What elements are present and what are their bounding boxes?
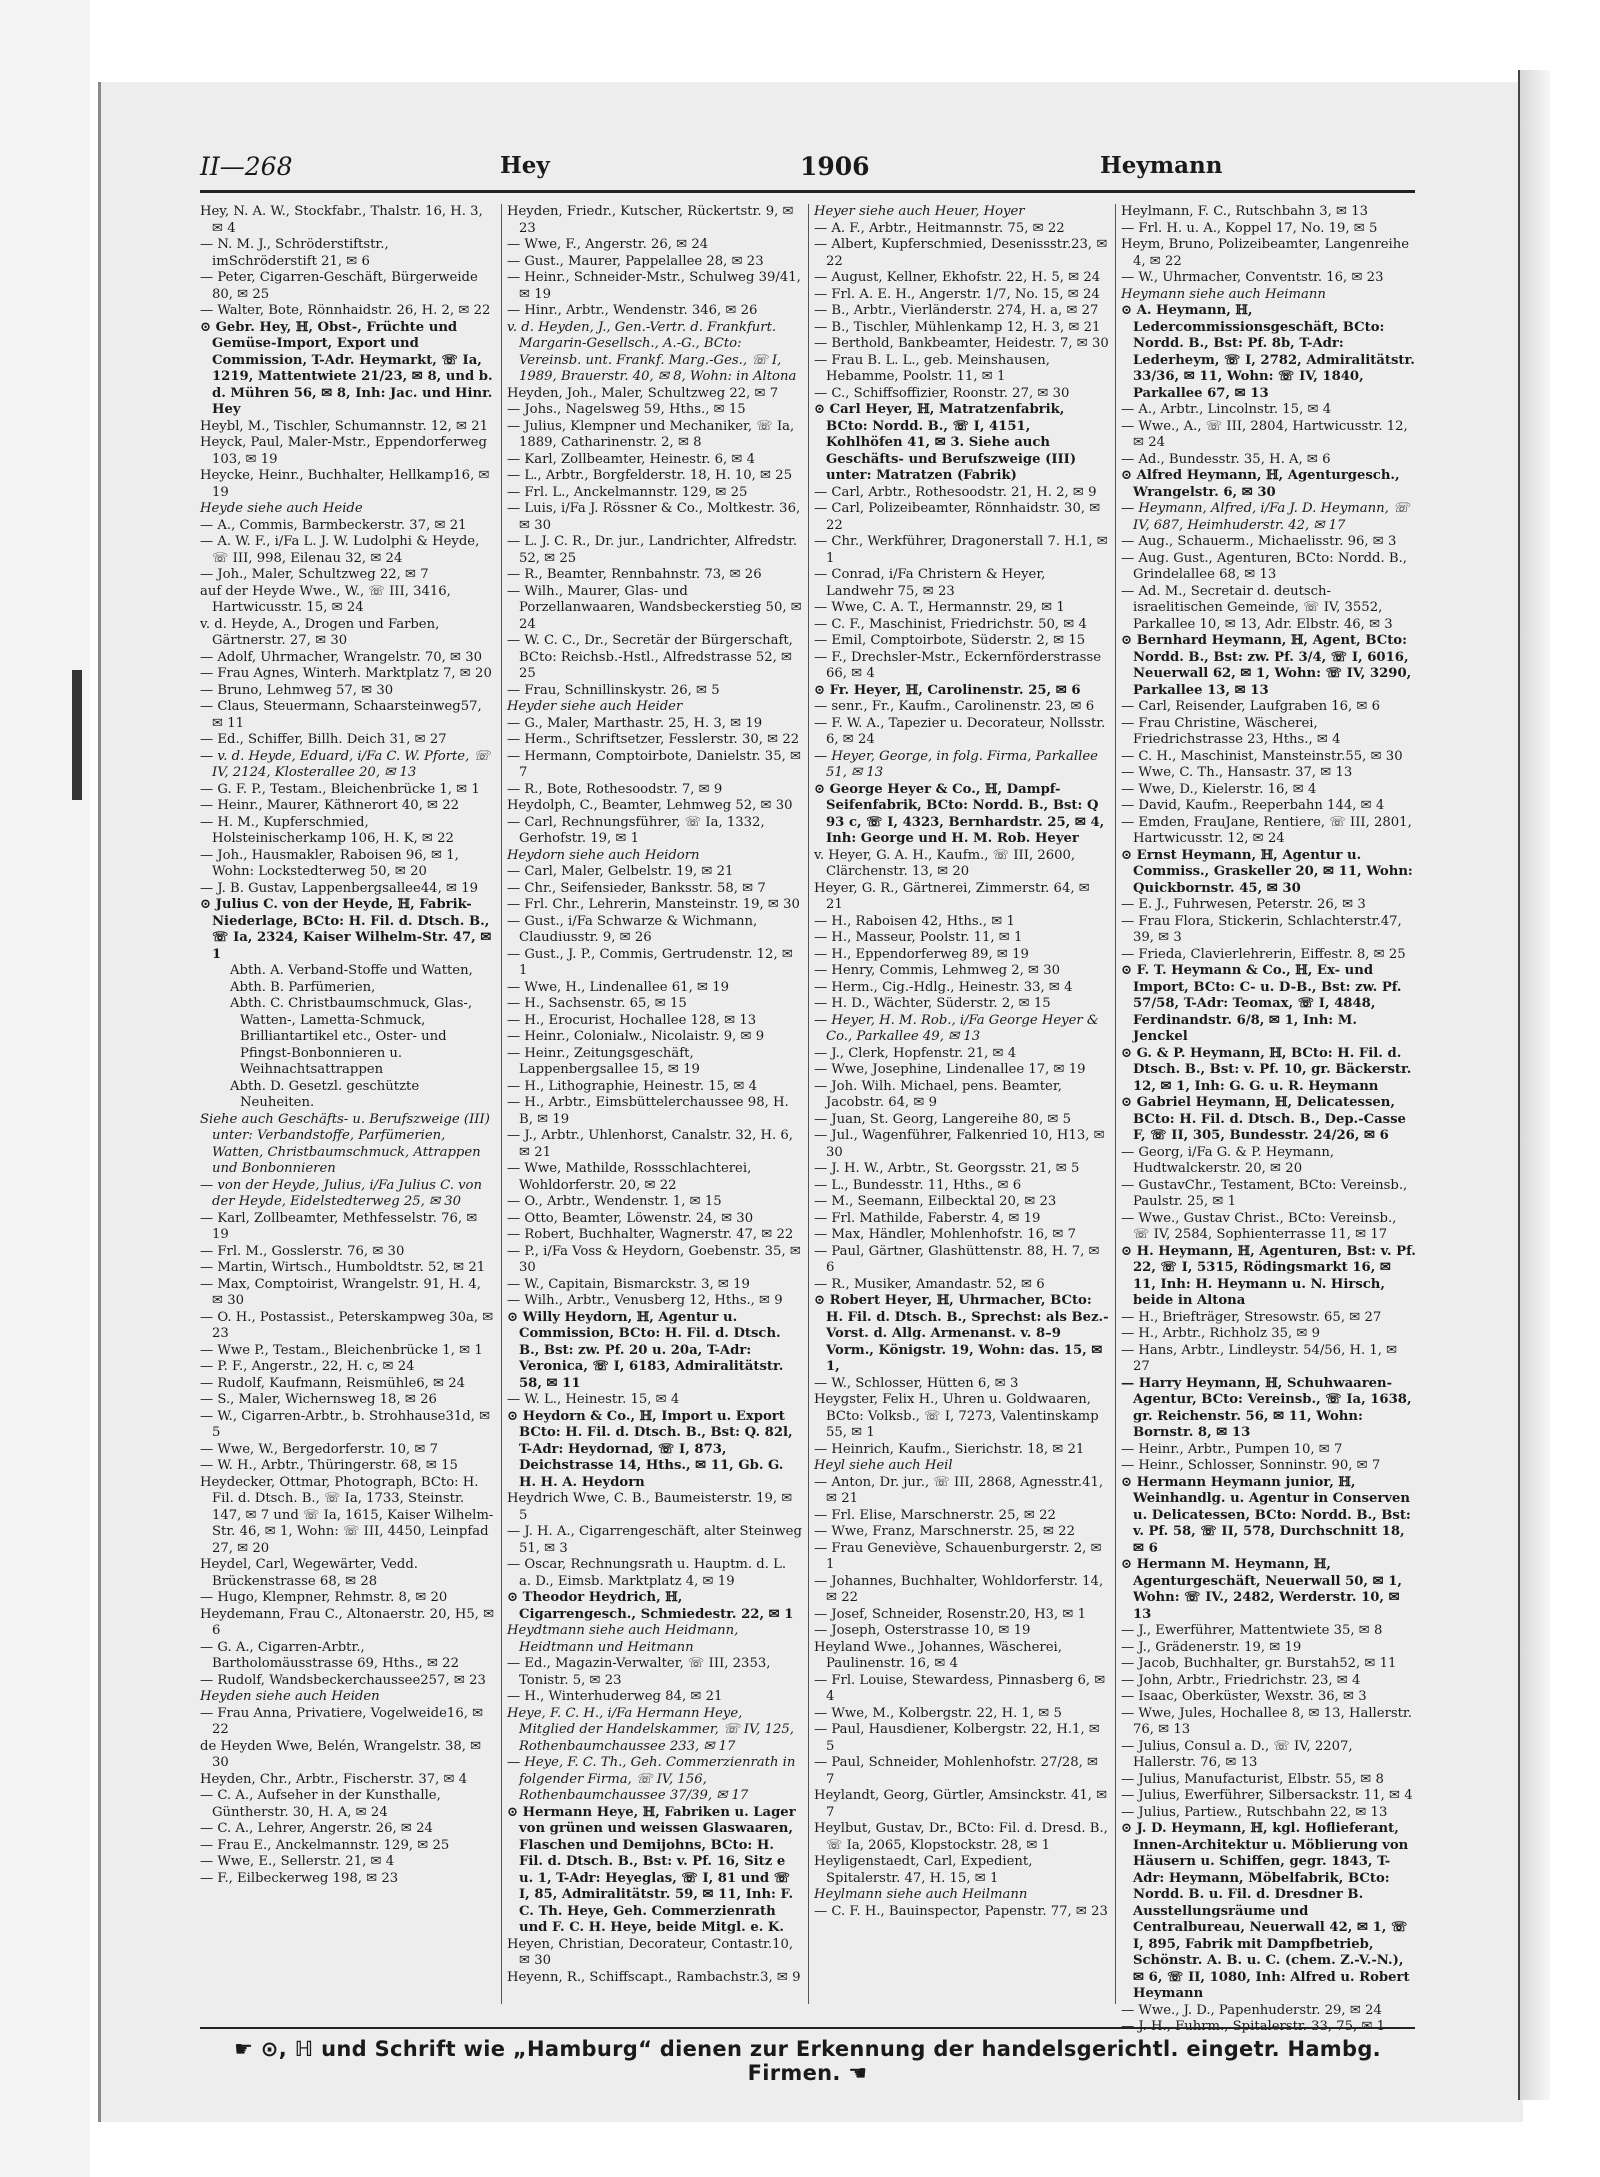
directory-entry: ⊙ Alfred Heymann, ℍ, Agenturgesch., Wrangelstr. 6, ✉ 30 <box>1121 468 1400 500</box>
directory-entry: — Max, Comptoirist, Wrangelstr. 91, H. 4, ✉ 30 <box>200 1276 481 1308</box>
directory-entry: — Frau Agnes, Winterh. Marktplatz 7, ✉ 20 <box>200 666 492 681</box>
directory-entry: — P., i/Fa Voss & Heydorn, Goebenstr. 35, ✉ 30 <box>507 1243 801 1275</box>
directory-entry: auf der Heyde Wwe., W., ☏ III, 3416, Hartwicusstr. 15, ✉ 24 <box>200 583 451 615</box>
directory-entry: — J. H. W., Arbtr., St. Georgsstr. 21, ✉ 5 <box>814 1161 1080 1176</box>
directory-entry: — Wwe, W., Bergedorferstr. 10, ✉ 7 <box>200 1441 439 1457</box>
directory-entry: — Carl, Reisender, Laufgraben 16, ✉ 6 <box>1121 699 1381 714</box>
directory-entry: — von der Heyde, Julius, i/Fa Julius C. von der Heyde, Eidelstedterweg 25, ✉ 30 <box>200 1177 482 1209</box>
directory-entry: Heylmann siehe auch Heilmann <box>814 1887 1028 1902</box>
side-labels <box>0 110 80 1260</box>
directory-entry: — Karl, Zollbeamter, Methfesselstr. 76, ✉ 19 <box>200 1210 478 1242</box>
directory-entry: — Frau Christine, Wäscherei, Friedrichstrasse 23, Hths., ✉ 4 <box>1121 715 1341 747</box>
directory-entry: — G. F. P., Testam., Bleichenbrücke 1, ✉ 1 <box>200 781 480 797</box>
directory-entry: Heydel, Carl, Wegewärter, Vedd. Brückenstrasse 68, ✉ 28 <box>200 1557 418 1589</box>
directory-entry: — M., Seemann, Eilbecktal 20, ✉ 23 <box>814 1194 1057 1209</box>
directory-entry: — H., Arbtr., Eimsbüttelerchaussee 98, H. B, ✉ 19 <box>507 1095 789 1127</box>
directory-entry: — Ad., Bundesstr. 35, H. A, ✉ 6 <box>1121 451 1331 467</box>
directory-entry: — Wwe, C. Th., Hansastr. 37, ✉ 13 <box>1121 765 1353 780</box>
directory-entry: ⊙ A. Heymann, ℍ, Ledercommissionsgeschäft, BCto: Nordd. B., Bst: Pf. 8b, T-Adr: Lederheym, ☏ I, 2782, Admiralitätstr. 33/36, ✉ 11, Wohn: ☏ IV, 1840, Parkallee 67, ✉ 13 <box>1121 303 1415 401</box>
directory-entry: — W. L., Heinestr. 15, ✉ 4 <box>507 1392 680 1407</box>
directory-entry: — v. d. Heyde, Eduard, i/Fa C. W. Pforte, ☏ IV, 2124, Klosterallee 20, ✉ 13 <box>200 748 490 780</box>
column-rule <box>808 204 809 2004</box>
directory-entry: — Wwe., A., ☏ III, 2804, Hartwicusstr. 12, ✉ 24 <box>1121 418 1408 450</box>
directory-entry: Heyl siehe auch Heil <box>814 1458 953 1473</box>
directory-entry: Heyligenstaedt, Carl, Expedient, Spitalerstr. 47, H. 15, ✉ 1 <box>814 1854 1033 1886</box>
head-first-entry: Hey <box>500 152 550 179</box>
directory-entry: — Gust., Maurer, Pappelallee 28, ✉ 23 <box>507 253 764 269</box>
directory-entry: — Heinr., Schlosser, Sonninstr. 90, ✉ 7 <box>1121 1458 1381 1473</box>
directory-entry: — Otto, Beamter, Löwenstr. 24, ✉ 30 <box>507 1210 754 1226</box>
directory-entry: ⊙ Carl Heyer, ℍ, Matratzenfabrik, BCto: Nordd. B., ☏ I, 4151, Kohlhöfen 41, ✉ 3. Siehe auch Geschäfts- und Berufszweige (III) unter: Matratzen (Fabrik) <box>814 402 1077 483</box>
directory-entry: Heyer, G. R., Gärtnerei, Zimmerstr. 64, ✉ 21 <box>814 880 1090 912</box>
directory-entry: — Julius, Manufacturist, Elbstr. 55, ✉ 8 <box>1121 1771 1384 1787</box>
directory-entry: — Chr., Werkführer, Dragonerstall 7. H.1, ✉ 1 <box>814 534 1108 566</box>
directory-entry: — Heinr., Schneider-Mstr., Schulweg 39/41, ✉ 19 <box>507 270 801 302</box>
directory-entry: — S., Maler, Wichernsweg 18, ✉ 26 <box>200 1392 437 1407</box>
directory-entry: — Julius, Partiew., Rutschbahn 22, ✉ 13 <box>1121 1804 1388 1820</box>
directory-entry: — Aug., Schauerm., Michaelisstr. 96, ✉ 3 <box>1121 534 1397 549</box>
directory-entry: Heydtmann siehe auch Heidmann, Heidtmann und Heitmann <box>507 1623 739 1655</box>
directory-entry: — W., Uhrmacher, Conventstr. 16, ✉ 23 <box>1121 270 1384 285</box>
directory-entry: — Hermann, Comptoirbote, Danielstr. 35, ✉ 7 <box>507 748 802 780</box>
directory-entry: — J., Ewerführer, Mattentwiete 35, ✉ 8 <box>1121 1623 1383 1638</box>
directory-entry: — Heymann, Alfred, i/Fa J. D. Heymann, ☏ IV, 687, Heimhuderstr. 42, ✉ 17 <box>1121 501 1410 533</box>
directory-entry: — Heinr., Arbtr., Pumpen 10, ✉ 7 <box>1121 1441 1343 1457</box>
directory-entry: — E. J., Fuhrwesen, Peterstr. 26, ✉ 3 <box>1121 897 1366 912</box>
directory-entry: — Herm., Schriftsetzer, Fesslerstr. 30, ✉ 22 <box>507 732 800 747</box>
directory-entry: — Anton, Dr. jur., ☏ III, 2868, Agnesstr.41, ✉ 21 <box>814 1474 1104 1506</box>
directory-entry: — Heinrich, Kaufm., Sierichstr. 18, ✉ 21 <box>814 1441 1085 1457</box>
directory-entry: — Heinr., Colonialw., Nicolaistr. 9, ✉ 9 <box>507 1029 765 1044</box>
directory-entry: Heyden, Friedr., Kutscher, Rückertstr. 9, ✉ 23 <box>507 204 794 236</box>
directory-entry: — Luis, i/Fa J. Rössner & Co., Moltkestr. 36, ✉ 30 <box>507 501 801 533</box>
directory-entry: — Heyer, H. M. Rob., i/Fa George Heyer & Co., Parkallee 49, ✉ 13 <box>814 1012 1099 1044</box>
directory-entry: — W., Schlosser, Hütten 6, ✉ 3 <box>814 1375 1019 1391</box>
directory-entry: — John, Arbtr., Friedrichstr. 23, ✉ 4 <box>1121 1672 1361 1688</box>
directory-entry: — Joh., Maler, Schultzweg 22, ✉ 7 <box>200 567 429 582</box>
directory-entry: — Frieda, Clavierlehrerin, Eiffestr. 8, ✉ 25 <box>1121 946 1406 962</box>
directory-entry: — Frl. H. u. A., Koppel 17, No. 19, ✉ 5 <box>1121 220 1378 236</box>
directory-entry: ⊙ Robert Heyer, ℍ, Uhrmacher, BCto: H. Fil. d. Dtsch. B., Sprechst: als Bez.-Vorst. d. Allg. Armenanst. v. 8–9 Vorm., Königstr. 19, Wohn: das. 15, ✉ 1, <box>814 1293 1109 1374</box>
directory-entry: — J., Grädenerstr. 19, ✉ 19 <box>1121 1639 1302 1655</box>
directory-entry: — F. W. A., Tapezier u. Decorateur, Nollsstr. 6, ✉ 24 <box>814 715 1106 747</box>
directory-entry: — J. H., Fuhrm., Spitalerstr. 33, 75, ✉ 1 <box>1121 2019 1386 2034</box>
directory-entry: ⊙ Willy Heydorn, ℍ, Agentur u. Commission, BCto: H. Fil. d. Dtsch. B., Bst: zw. Pf. 20 u. 20a, T-Adr: Veronica, ☏ I, 6183, Admiralitätstr. 58, ✉ 11 <box>507 1309 784 1391</box>
directory-entry: de Heyden Wwe, Belén, Wrangelstr. 38, ✉ 30 <box>200 1738 482 1770</box>
directory-entry: — W. C. C., Dr., Secretär der Bürgerschaft, BCto: Reichsb.-Hstl., Alfredstrasse 52, ✉ 25 <box>507 633 793 681</box>
directory-entry: — Paul, Schneider, Mohlenhofstr. 27/28, ✉ 7 <box>814 1755 1099 1787</box>
label-divider <box>72 670 82 800</box>
directory-entry: — N. M. J., Schröderstiftstr., imSchröderstift 21, ✉ 6 <box>200 237 389 269</box>
directory-entry: — Ad. M., Secretair d. deutsch-israelitischen Gemeinde, ☏ IV, 3552, Parkallee 10, ✉ 13, Adr. Elbstr. 46, ✉ 3 <box>1121 583 1393 632</box>
directory-entry: — F., Eilbeckerweg 198, ✉ 23 <box>200 1870 399 1886</box>
directory-entry: Heyder siehe auch Heider <box>507 699 683 714</box>
directory-entry: Heycke, Heinr., Buchhalter, Hellkamp16, ✉ 19 <box>200 468 490 500</box>
directory-entry: — Walter, Bote, Rönnhaidstr. 26, H. 2, ✉ 22 <box>200 303 491 318</box>
directory-entry: — Gust., i/Fa Schwarze & Wichmann, Claudiusstr. 9, ✉ 26 <box>507 913 758 945</box>
directory-entry: — Joh. Wilh. Michael, pens. Beamter, Jacobstr. 64, ✉ 9 <box>814 1078 1062 1110</box>
directory-entry: — Wwe., Gustav Christ., BCto: Vereinsb., ☏ IV, 2584, Sophienterrasse 11, ✉ 17 <box>1121 1210 1397 1242</box>
directory-entry: — Berthold, Bankbeamter, Heidestr. 7, ✉ 30 <box>814 336 1109 351</box>
directory-entry: ⊙ Gabriel Heymann, ℍ, Delicatessen, BCto: H. Fil. d. Dtsch. B., Dep.-Casse F, ☏ II, 305, Bundesstr. 24/26, ✉ 6 <box>1121 1095 1406 1143</box>
directory-entry: — Frau, Schnillinskystr. 26, ✉ 5 <box>507 682 720 698</box>
directory-entry: — C. A., Aufseher in der Kunsthalle, Güntherstr. 30, H. A, ✉ 24 <box>200 1788 441 1820</box>
directory-entry: — Gust., J. P., Commis, Gertrudenstr. 12, ✉ 1 <box>507 946 793 978</box>
directory-entry: — H., Raboisen 42, Hths., ✉ 1 <box>814 913 1015 929</box>
directory-entry: — L., Arbtr., Borgfelderstr. 18, H. 10, ✉ 25 <box>507 468 793 483</box>
directory-entry: — C. H., Maschinist, Mansteinstr.55, ✉ 30 <box>1121 748 1403 764</box>
directory-entry: Heyck, Paul, Maler-Mstr., Eppendorferweg 103, ✉ 19 <box>200 435 487 467</box>
directory-entry: — H., Erocurist, Hochallee 128, ✉ 13 <box>507 1012 757 1028</box>
directory-entry: ⊙ Hermann M. Heymann, ℍ, Agenturgeschäft, Neuerwall 50, ✉ 1, Wohn: ☏ IV., 2482, Werderstr. 10, ✉ 13 <box>1121 1557 1403 1622</box>
directory-entry: Heybl, M., Tischler, Schumannstr. 12, ✉ 21 <box>200 418 489 434</box>
directory-entry: Heygster, Felix H., Uhren u. Goldwaaren, BCto: Volksb., ☏ I, 7273, Valentinskamp 55, ✉ 1 <box>814 1392 1099 1440</box>
directory-entry: — R., Musiker, Amandastr. 52, ✉ 6 <box>814 1276 1045 1292</box>
directory-entry: — Wwe., J. D., Papenhuderstr. 29, ✉ 24 <box>1121 2002 1382 2018</box>
directory-entry: — Karl, Zollbeamter, Heinestr. 6, ✉ 4 <box>507 451 756 467</box>
directory-entry: — L., Bundesstr. 11, Hths., ✉ 6 <box>814 1177 1022 1193</box>
directory-entry: — Henry, Commis, Lehmweg 2, ✉ 30 <box>814 963 1061 978</box>
directory-entry: Abth. C. Christbaumschmuck, Glas-, Watten-, Lametta-Schmuck, Brilliantartikel etc., Oster- und Pfingst-Bonbonnieren u. Weihnachtsattrappen <box>230 996 473 1077</box>
directory-entry: — Jul., Wagenführer, Falkenried 10, H13, ✉ 30 <box>814 1128 1105 1160</box>
directory-entry: — Paul, Gärtner, Glashüttenstr. 88, H. 7, ✉ 6 <box>814 1243 1100 1275</box>
directory-entry: — Claus, Steuermann, Schaarsteinweg57, ✉ 11 <box>200 699 482 731</box>
directory-entry: — Peter, Cigarren-Geschäft, Bürgerweide 80, ✉ 25 <box>200 270 478 302</box>
directory-entry: ⊙ Hermann Heymann junior, ℍ, Weinhandlg. u. Agentur in Conserven u. Delicatessen, BCto: Nordd. B., Bst: v. Pf. 58, ☏ II, 578, Durchschnitt 18, ✉ 6 <box>1121 1474 1411 1556</box>
directory-entry: — H. D., Wächter, Süderstr. 2, ✉ 15 <box>814 996 1051 1011</box>
directory-entry: — Max, Händler, Mohlenhofstr. 16, ✉ 7 <box>814 1227 1076 1242</box>
directory-entry: — C. A., Lehrer, Angerstr. 26, ✉ 24 <box>200 1821 433 1836</box>
directory-entry: — Carl, Arbtr., Rothesoodstr. 21, H. 2, ✉ 9 <box>814 484 1097 500</box>
directory-entry: — G., Maler, Marthastr. 25, H. 3, ✉ 19 <box>507 715 763 731</box>
directory-entry: — senr., Fr., Kaufm., Carolinenstr. 23, ✉ 6 <box>814 699 1095 714</box>
directory-entry: — Heye, F. C. Th., Geh. Commerzienrath in folgender Firma, ☏ IV, 156, Rothenbaumchaussee 37/39, ✉ 17 <box>507 1755 796 1803</box>
directory-entry: — A., Commis, Barmbeckerstr. 37, ✉ 21 <box>200 517 467 533</box>
directory-entry: Heyer siehe auch Heuer, Hoyer <box>814 204 1025 219</box>
directory-entry: Heydolph, C., Beamter, Lehmweg 52, ✉ 30 <box>507 798 793 813</box>
column-rule <box>501 204 502 2004</box>
directory-entry: — Wwe, Mathilde, Rossschlachterei, Wohldorferstr. 20, ✉ 22 <box>507 1161 752 1193</box>
directory-entry: Heylandt, Georg, Gürtler, Amsinckstr. 41, ✉ 7 <box>814 1788 1108 1820</box>
head-rule <box>200 190 1415 193</box>
directory-entry: Hey, N. A. W., Stockfabr., Thalstr. 16, H. 3, ✉ 4 <box>200 204 483 236</box>
directory-entry: — Julius, Klempner und Mechaniker, ☏ Ia, 1889, Catharinenstr. 2, ✉ 8 <box>507 418 795 450</box>
column-1 <box>200 204 495 2004</box>
directory-entry: — Heyer, George, in folg. Firma, Parkallee 51, ✉ 13 <box>814 748 1098 780</box>
directory-entry: — Frl. Elise, Marschnerstr. 25, ✉ 22 <box>814 1507 1056 1523</box>
directory-entry: — Frl. L., Anckelmannstr. 129, ✉ 25 <box>507 484 748 500</box>
directory-entry: ⊙ Hermann Heye, ℍ, Fabriken u. Lager von grünen und weissen Glaswaaren, Flaschen und Demijohns, BCto: H. Fil. d. Dtsch. B., Bst: v. Pf. 16, Sitz e u. 1, T-Adr: Heyeglas, ☏ I, 81 und ☏ I, 85, Admiralitätstr. 59, ✉ 11, Inh: F. C. Th. Heye, Geh. Commerzienrath und F. C. H. Heye, beide Mitgl. e. K. <box>507 1804 796 1935</box>
directory-entry: Heymann siehe auch Heimann <box>1121 286 1326 302</box>
directory-entry: — Aug. Gust., Agenturen, BCto: Nordd. B., Grindelallee 68, ✉ 13 <box>1121 550 1407 582</box>
directory-entry: — Frl. M., Gosslerstr. 76, ✉ 30 <box>200 1243 405 1259</box>
directory-entry: Heyden, Joh., Maler, Schultzweg 22, ✉ 7 <box>507 385 779 401</box>
directory-entry: — H., Winterhuderweg 84, ✉ 21 <box>507 1689 723 1704</box>
directory-entry: — H., Masseur, Poolstr. 11, ✉ 1 <box>814 930 1023 945</box>
directory-entry: — Conrad, i/Fa Christern & Heyer, Landwehr 75, ✉ 23 <box>814 567 1046 599</box>
directory-entry: — Rudolf, Wandsbeckerchaussee257, ✉ 23 <box>200 1672 486 1688</box>
directory-entry: Heyenn, R., Schiffscapt., Rambachstr.3, ✉ 9 <box>507 1969 801 1985</box>
directory-entry: — Carl, Rechnungsführer, ☏ Ia, 1332, Gerhofstr. 19, ✉ 1 <box>507 814 765 846</box>
directory-entry: — Carl, Maler, Gelbelstr. 19, ✉ 21 <box>507 864 734 879</box>
directory-entry: ⊙ F. T. Heymann & Co., ℍ, Ex- und Import, BCto: C- u. D-B., Bst: zw. Pf. 57/58, T-Adr: Teomax, ☏ I, 4848, Ferdinandstr. 6/8, ✉ 1, Inh: M. Jenckel <box>1121 963 1402 1044</box>
directory-entry: — Heinr., Maurer, Käthnerort 40, ✉ 22 <box>200 798 460 813</box>
head-year: 1906 <box>800 152 870 181</box>
directory-entry: — Heinr., Zeitungsgeschäft, Lappenbergsallee 15, ✉ 19 <box>507 1045 700 1077</box>
directory-entry: Heyland Wwe., Johannes, Wäscherei, Paulinenstr. 16, ✉ 4 <box>814 1639 1062 1671</box>
directory-entry: — Hinr., Arbtr., Wendenstr. 346, ✉ 26 <box>507 303 758 318</box>
directory-entry: — J. B. Gustav, Lappenbergsallee44, ✉ 19 <box>200 880 478 896</box>
directory-entry: — Johannes, Buchhalter, Wohldorferstr. 14, ✉ 22 <box>814 1573 1104 1605</box>
directory-entry: — Georg, i/Fa G. & P. Heymann, Hudtwalckerstr. 20, ✉ 20 <box>1121 1144 1335 1176</box>
directory-entry: — Julius, Consul a. D., ☏ IV, 2207, Hallerstr. 76, ✉ 13 <box>1121 1738 1353 1770</box>
directory-entry: — GustavChr., Testament, BCto: Vereinsb., Paulstr. 25, ✉ 1 <box>1121 1177 1408 1209</box>
directory-entry: ⊙ Julius C. von der Heyde, ℍ, Fabrik-Niederlage, BCto: H. Fil. d. Dtsch. B., ☏ Ia, 2324, Kaiser Wilhelm-Str. 47, ✉ 1 <box>200 897 492 962</box>
directory-entry: — Wwe, M., Kolbergstr. 22, H. 1, ✉ 5 <box>814 1705 1062 1721</box>
directory-entry: ⊙ George Heyer & Co., ℍ, Dampf-Seifenfabrik, BCto: Nordd. B., Bst: Q 93 c, ☏ I, 4323, Bernhardstr. 25, ✉ 4, Inh: George und H. M. Rob. Heyer <box>814 781 1105 846</box>
directory-entry: — L. J. C. R., Dr. jur., Landrichter, Alfredstr. 52, ✉ 25 <box>507 534 798 566</box>
directory-entry: Heydorn siehe auch Heidorn <box>507 847 700 863</box>
directory-entry: — Wwe, Josephine, Lindenallee 17, ✉ 19 <box>814 1062 1086 1077</box>
directory-entry: — Emden, FrauJane, Rentiere, ☏ III, 2801, Hartwicusstr. 12, ✉ 24 <box>1121 814 1412 846</box>
directory-entry: — Albert, Kupferschmied, Desenissstr.23, ✉ 22 <box>814 237 1108 269</box>
directory-entry: — P. F., Angerstr., 22, H. c, ✉ 24 <box>200 1359 415 1374</box>
directory-entry: Heydrich Wwe, C. B., Baumeisterstr. 19, ✉ 5 <box>507 1491 793 1523</box>
directory-entry: v. d. Heyde, A., Drogen und Farben, Gärtnerstr. 27, ✉ 30 <box>200 616 440 648</box>
running-head <box>200 152 1410 192</box>
directory-entry: — C. F. H., Bauinspector, Papenstr. 77, ✉ 23 <box>814 1903 1108 1919</box>
directory-entry: — B., Tischler, Mühlenkamp 12, H. 3, ✉ 21 <box>814 319 1101 335</box>
directory-entry: — Frau Geneviève, Schauenburgerstr. 2, ✉ 1 <box>814 1540 1102 1572</box>
directory-entry: Heyde siehe auch Heide <box>200 501 363 516</box>
directory-entry: ⊙ Ernst Heymann, ℍ, Agentur u. Commiss., Graskeller 20, ✉ 11, Wohn: Quickbornstr. 45, ✉ 30 <box>1121 847 1413 896</box>
directory-entry: — O. H., Postassist., Peterskampweg 30a, ✉ 23 <box>200 1309 494 1341</box>
directory-entry: — Emil, Comptoirbote, Süderstr. 2, ✉ 15 <box>814 633 1086 648</box>
directory-entry: ⊙ Gebr. Hey, ℍ, Obst-, Früchte und Gemüse-Import, Export und Commission, T-Adr. Heymarkt, ☏ Ia, 1219, Mattentwiete 21/23, ✉ 8, und b. d. Mühren 56, ✉ 8, Inh: Jac. und Hinr. Hey <box>200 319 493 417</box>
directory-entry: — W., Cigarren-Arbtr., b. Strohhause31d, ✉ 5 <box>200 1408 491 1440</box>
head-last-entry: Heymann <box>1100 152 1223 179</box>
directory-entry: v. d. Heyden, J., Gen.-Vertr. d. Frankfurt. Margarin-Gesellsch., A.-G., BCto: Vereinsb. unt. Frankf. Marg.-Ges., ☏ I, 1989, Brauerstr. 40, ✉ 8, Wohn: in Altona <box>507 319 797 384</box>
directory-entry: — Adolf, Uhrmacher, Wrangelstr. 70, ✉ 30 <box>200 649 483 665</box>
directory-entry: Heylbut, Gustav, Dr., BCto: Fil. d. Dresd. B., ☏ Ia, 2065, Klopstockstr. 28, ✉ 1 <box>814 1821 1108 1853</box>
directory-entry: Heydemann, Frau C., Altonaerstr. 20, H5, ✉ 6 <box>200 1606 495 1638</box>
directory-entry: — Frau Flora, Stickerin, Schlachterstr.47, 39, ✉ 3 <box>1121 913 1402 945</box>
directory-entry: — J. H. A., Cigarrengeschäft, alter Steinweg 51, ✉ 3 <box>507 1524 802 1556</box>
directory-entry: — Ed., Magazin-Verwalter, ☏ III, 2353, Tonistr. 5, ✉ 23 <box>507 1656 771 1688</box>
directory-entry: — Chr., Seifensieder, Banksstr. 58, ✉ 7 <box>507 880 766 896</box>
directory-entry: Heye, F. C. H., i/Fa Hermann Heye, Mitglied der Handelskammer, ☏ IV, 125, Rothenbaumchaussee 233, ✉ 17 <box>507 1705 794 1754</box>
directory-entry: — F., Drechsler-Mstr., Eckernförderstrasse 66, ✉ 4 <box>814 649 1102 681</box>
directory-entry: — O., Arbtr., Wendenstr. 1, ✉ 15 <box>507 1194 722 1209</box>
directory-entry: — B., Arbtr., Vierländerstr. 274, H. a, ✉ 27 <box>814 303 1099 318</box>
directory-entry: Heym, Bruno, Polizeibeamter, Langenreihe 4, ✉ 22 <box>1121 237 1410 269</box>
directory-entry: — Carl, Polizeibeamter, Rönnhaidstr. 30, ✉ 22 <box>814 501 1101 533</box>
directory-entry: ⊙ J. D. Heymann, ℍ, kgl. Hoflieferant, Innen-Architektur u. Möblierung von Häusern u. Schiffen, gegr. 1843, T-Adr: Heymann, Möbelfabrik, BCto: Nordd. B. u. Fil. d. Dresdner B. Ausstellungsräume und Centralbureau, Neuerwall 42, ✉ 1, ☏ I, 895, Fabrik mit Dampfbetrieb, Schönstr. A. B. u. C. (chem. Z.-V.-N.), ✉ 6, ☏ II, 1080, Inh: Alfred u. Robert Heymann <box>1121 1821 1410 2001</box>
directory-entry: — Frau E., Anckelmannstr. 129, ✉ 25 <box>200 1837 450 1853</box>
directory-entry: — Wwe P., Testam., Bleichenbrücke 1, ✉ 1 <box>200 1342 483 1358</box>
directory-entry: — Josef, Schneider, Rosenstr.20, H3, ✉ 1 <box>814 1606 1087 1622</box>
directory-entry: — Robert, Buchhalter, Wagnerstr. 47, ✉ 22 <box>507 1227 794 1242</box>
directory-entry: — A. W. F., i/Fa L. J. W. Ludolphi & Heyde, ☏ III, 998, Eilenau 32, ✉ 24 <box>200 534 480 566</box>
directory-entry: — Bruno, Lehmweg 57, ✉ 30 <box>200 682 394 698</box>
directory-entry: — C., Schiffsoffizier, Roonstr. 27, ✉ 30 <box>814 385 1070 401</box>
directory-entry: — R., Bote, Rothesoodstr. 7, ✉ 9 <box>507 781 723 797</box>
directory-entry: — Hugo, Klempner, Rehmstr. 8, ✉ 20 <box>200 1590 448 1605</box>
directory-entry: Abth. B. Parfümerien, <box>230 979 376 995</box>
column-2 <box>507 204 802 2004</box>
directory-entry: ⊙ Heydorn & Co., ℍ, Import u. Export BCto: H. Fil. d. Dtsch. B., Bst: Q. 82l, T-Adr: Heydornad, ☏ I, 873, Deichstrasse 14, Hths., ✉ 11, Gb. G. H. H. A. Heydorn <box>507 1408 793 1490</box>
directory-entry: — Joh., Hausmakler, Raboisen 96, ✉ 1, Wohn: Lockstedterweg 50, ✉ 20 <box>200 847 459 879</box>
directory-entry: — H. M., Kupferschmied, Holsteinischerkamp 106, H. K, ✉ 22 <box>200 814 454 846</box>
directory-entry: — A., Arbtr., Lincolnstr. 15, ✉ 4 <box>1121 402 1332 417</box>
directory-entry: — Rudolf, Kaufmann, Reismühle6, ✉ 24 <box>200 1375 466 1391</box>
directory-entry: — August, Kellner, Ekhofstr. 22, H. 5, ✉ 24 <box>814 270 1101 285</box>
directory-entry: — Frl. Chr., Lehrerin, Mansteinstr. 19, ✉ 30 <box>507 897 800 912</box>
directory-entry: — Wwe, F., Angerstr. 26, ✉ 24 <box>507 237 709 252</box>
directory-entry: Siehe auch Geschäfts- u. Berufszweige (III) unter: Verbandstoffe, Parfümerien, Watten, Christbaumschmuck, Attrappen und Bonbonnieren <box>200 1111 490 1176</box>
page-number: II—268 <box>200 152 293 181</box>
directory-entry: ⊙ G. & P. Heymann, ℍ, BCto: H. Fil. d. Dtsch. B., Bst: v. Pf. 10, gr. Bäckerstr. 12, ✉ 1, Inh: G. G. u. R. Heymann <box>1121 1045 1412 1094</box>
directory-entry: Heylmann, F. C., Rutschbahn 3, ✉ 13 <box>1121 204 1369 219</box>
directory-entry: — Wilh., Maurer, Glas- und Porzellanwaaren, Wandsbeckerstieg 50, ✉ 24 <box>507 583 802 632</box>
directory-entry: — A. F., Arbtr., Heitmannstr. 75, ✉ 22 <box>814 220 1065 236</box>
directory-entry: — Ed., Schiffer, Billh. Deich 31, ✉ 27 <box>200 732 447 747</box>
directory-entry: — Frau Anna, Privatiere, Vogelweide16, ✉ 22 <box>200 1705 484 1737</box>
directory-entry: ⊙ Bernhard Heymann, ℍ, Agent, BCto: Nordd. B., Bst: zw. Pf. 3/4, ☏ I, 6016, Neuerwall 62, ✉ 1, Wohn: ☏ IV, 3290, Parkallee 13, ✉ 13 <box>1121 633 1412 698</box>
directory-entry: — W., Capitain, Bismarckstr. 3, ✉ 19 <box>507 1276 750 1292</box>
directory-entry: Abth. D. Gesetzl. geschützte Neuheiten. <box>230 1078 420 1110</box>
column-4 <box>1121 204 1416 2034</box>
directory-entry: — H., Arbtr., Richholz 35, ✉ 9 <box>1121 1326 1321 1341</box>
directory-entry: — C. F., Maschinist, Friedrichstr. 50, ✉ 4 <box>814 616 1087 632</box>
footer-note: ☛ ⊙, ℍ und Schrift wie „Hamburg“ dienen zur Erkennung der handelsgerichtl. eingetr. Hambg. Firmen. ☚ <box>234 2037 1381 2085</box>
directory-entry: — Martin, Wirtsch., Humboldtstr. 52, ✉ 21 <box>200 1260 486 1275</box>
directory-entry: — Paul, Hausdiener, Kolbergstr. 22, H.1, ✉ 5 <box>814 1722 1100 1754</box>
directory-entry: v. Heyer, G. A. H., Kaufm., ☏ III, 2600, Clärchenstr. 13, ✉ 20 <box>814 847 1076 879</box>
directory-entry: — David, Kaufm., Reeperbahn 144, ✉ 4 <box>1121 798 1385 813</box>
directory-entry: — Wwe, Jules, Hochallee 8, ✉ 13, Hallerstr. 76, ✉ 13 <box>1121 1705 1412 1737</box>
directory-entry: — Isaac, Oberküster, Wexstr. 36, ✉ 3 <box>1121 1689 1367 1704</box>
directory-entry: — G. A., Cigarren-Arbtr., Bartholomäusstrasse 69, Hths., ✉ 22 <box>200 1639 459 1671</box>
directory-entry: — R., Beamter, Rennbahnstr. 73, ✉ 26 <box>507 567 762 582</box>
directory-entry: — J., Clerk, Hopfenstr. 21, ✉ 4 <box>814 1045 1017 1061</box>
directory-entry: — Harry Heymann, ℍ, Schuhwaaren-Agentur, BCto: Vereinsb., ☏ Ia, 1638, gr. Reichenstr. 56, ✉ 11, Wohn: Bornstr. 8, ✉ 13 <box>1121 1375 1412 1440</box>
directory-entry: ⊙ Theodor Heydrich, ℍ, Cigarrengesch., Schmiedestr. 22, ✉ 1 <box>507 1590 794 1622</box>
directory-entry: ⊙ H. Heymann, ℍ, Agenturen, Bst: v. Pf. 22, ☏ I, 5315, Rödingsmarkt 16, ✉ 11, Inh: H. Heymann u. N. Hirsch, beide in Altona <box>1121 1243 1416 1308</box>
directory-entry: — Frl. Mathilde, Faberstr. 4, ✉ 19 <box>814 1210 1041 1226</box>
directory-entry: — Frau B. L. L., geb. Meinshausen, Hebamme, Poolstr. 11, ✉ 1 <box>814 352 1050 384</box>
directory-entry: — Wwe, D., Kielerstr. 16, ✉ 4 <box>1121 781 1317 797</box>
directory-entry: — Hans, Arbtr., Lindleystr. 54/56, H. 1, ✉ 27 <box>1121 1342 1398 1374</box>
directory-entry: Heyden siehe auch Heiden <box>200 1689 380 1704</box>
directory-entry: — Herm., Cig.-Hdlg., Heinestr. 33, ✉ 4 <box>814 979 1073 995</box>
column-3 <box>814 204 1109 2004</box>
directory-entry: — Wwe, C. A. T., Hermannstr. 29, ✉ 1 <box>814 600 1065 615</box>
directory-entry: — Frl. A. E. H., Angerstr. 1/7, No. 15, ✉ 24 <box>814 286 1100 302</box>
directory-entry: — Juan, St. Georg, Langereihe 80, ✉ 5 <box>814 1111 1071 1127</box>
directory-entry: — Wwe, Franz, Marschnerstr. 25, ✉ 22 <box>814 1524 1075 1539</box>
directory-entry: — Frl. Louise, Stewardess, Pinnasberg 6, ✉ 4 <box>814 1672 1106 1704</box>
footer-rule <box>200 2027 1415 2029</box>
directory-entry: — Julius, Ewerführer, Silbersackstr. 11, ✉ 4 <box>1121 1788 1413 1803</box>
directory-entry: — H., Briefträger, Stresowstr. 65, ✉ 27 <box>1121 1309 1382 1325</box>
directory-entry: Heyen, Christian, Decorateur, Contastr.10, ✉ 30 <box>507 1936 794 1968</box>
directory-entry: — Joseph, Osterstrasse 10, ✉ 19 <box>814 1623 1031 1638</box>
directory-entry: — Oscar, Rechnungsrath u. Hauptm. d. L. a. D., Eimsb. Marktplatz 4, ✉ 19 <box>507 1557 787 1589</box>
directory-entry: — J., Arbtr., Uhlenhorst, Canalstr. 32, H. 6, ✉ 21 <box>507 1128 793 1160</box>
directory-entry: Heydecker, Ottmar, Photograph, BCto: H. Fil. d. Dtsch. B., ☏ Ia, 1733, Steinstr. 147, ✉ 7 und ☏ Ia, 1615, Kaiser Wilhelm-Str. 46, ✉ 1, Wohn: ☏ III, 4450, Leinpfad 27, ✉ 20 <box>200 1474 494 1556</box>
directory-entry: Heyden, Chr., Arbtr., Fischerstr. 37, ✉ 4 <box>200 1771 468 1787</box>
directory-entry: — H., Eppendorferweg 89, ✉ 19 <box>814 946 1029 962</box>
directory-entry: — Wwe, E., Sellerstr. 21, ✉ 4 <box>200 1854 395 1869</box>
directory-entry: — H., Lithographie, Heinestr. 15, ✉ 4 <box>507 1078 758 1094</box>
column-rule <box>1115 204 1116 2004</box>
directory-entry: — Jacob, Buchhalter, gr. Burstah52, ✉ 11 <box>1121 1656 1397 1671</box>
directory-entry: — Johs., Nagelsweg 59, Hths., ✉ 15 <box>507 402 746 417</box>
directory-entry: — Wwe, H., Lindenallee 61, ✉ 19 <box>507 979 729 995</box>
directory-entry: — Wilh., Arbtr., Venusberg 12, Hths., ✉ 9 <box>507 1293 783 1308</box>
directory-entry: — W. H., Arbtr., Thüringerstr. 68, ✉ 15 <box>200 1458 458 1473</box>
page-edge <box>1518 70 1550 2100</box>
directory-entry: — H., Sachsenstr. 65, ✉ 15 <box>507 996 687 1011</box>
directory-entry: Abth. A. Verband-Stoffe und Watten, <box>230 963 473 978</box>
directory-entry: ⊙ Fr. Heyer, ℍ, Carolinenstr. 25, ✉ 6 <box>814 682 1081 698</box>
